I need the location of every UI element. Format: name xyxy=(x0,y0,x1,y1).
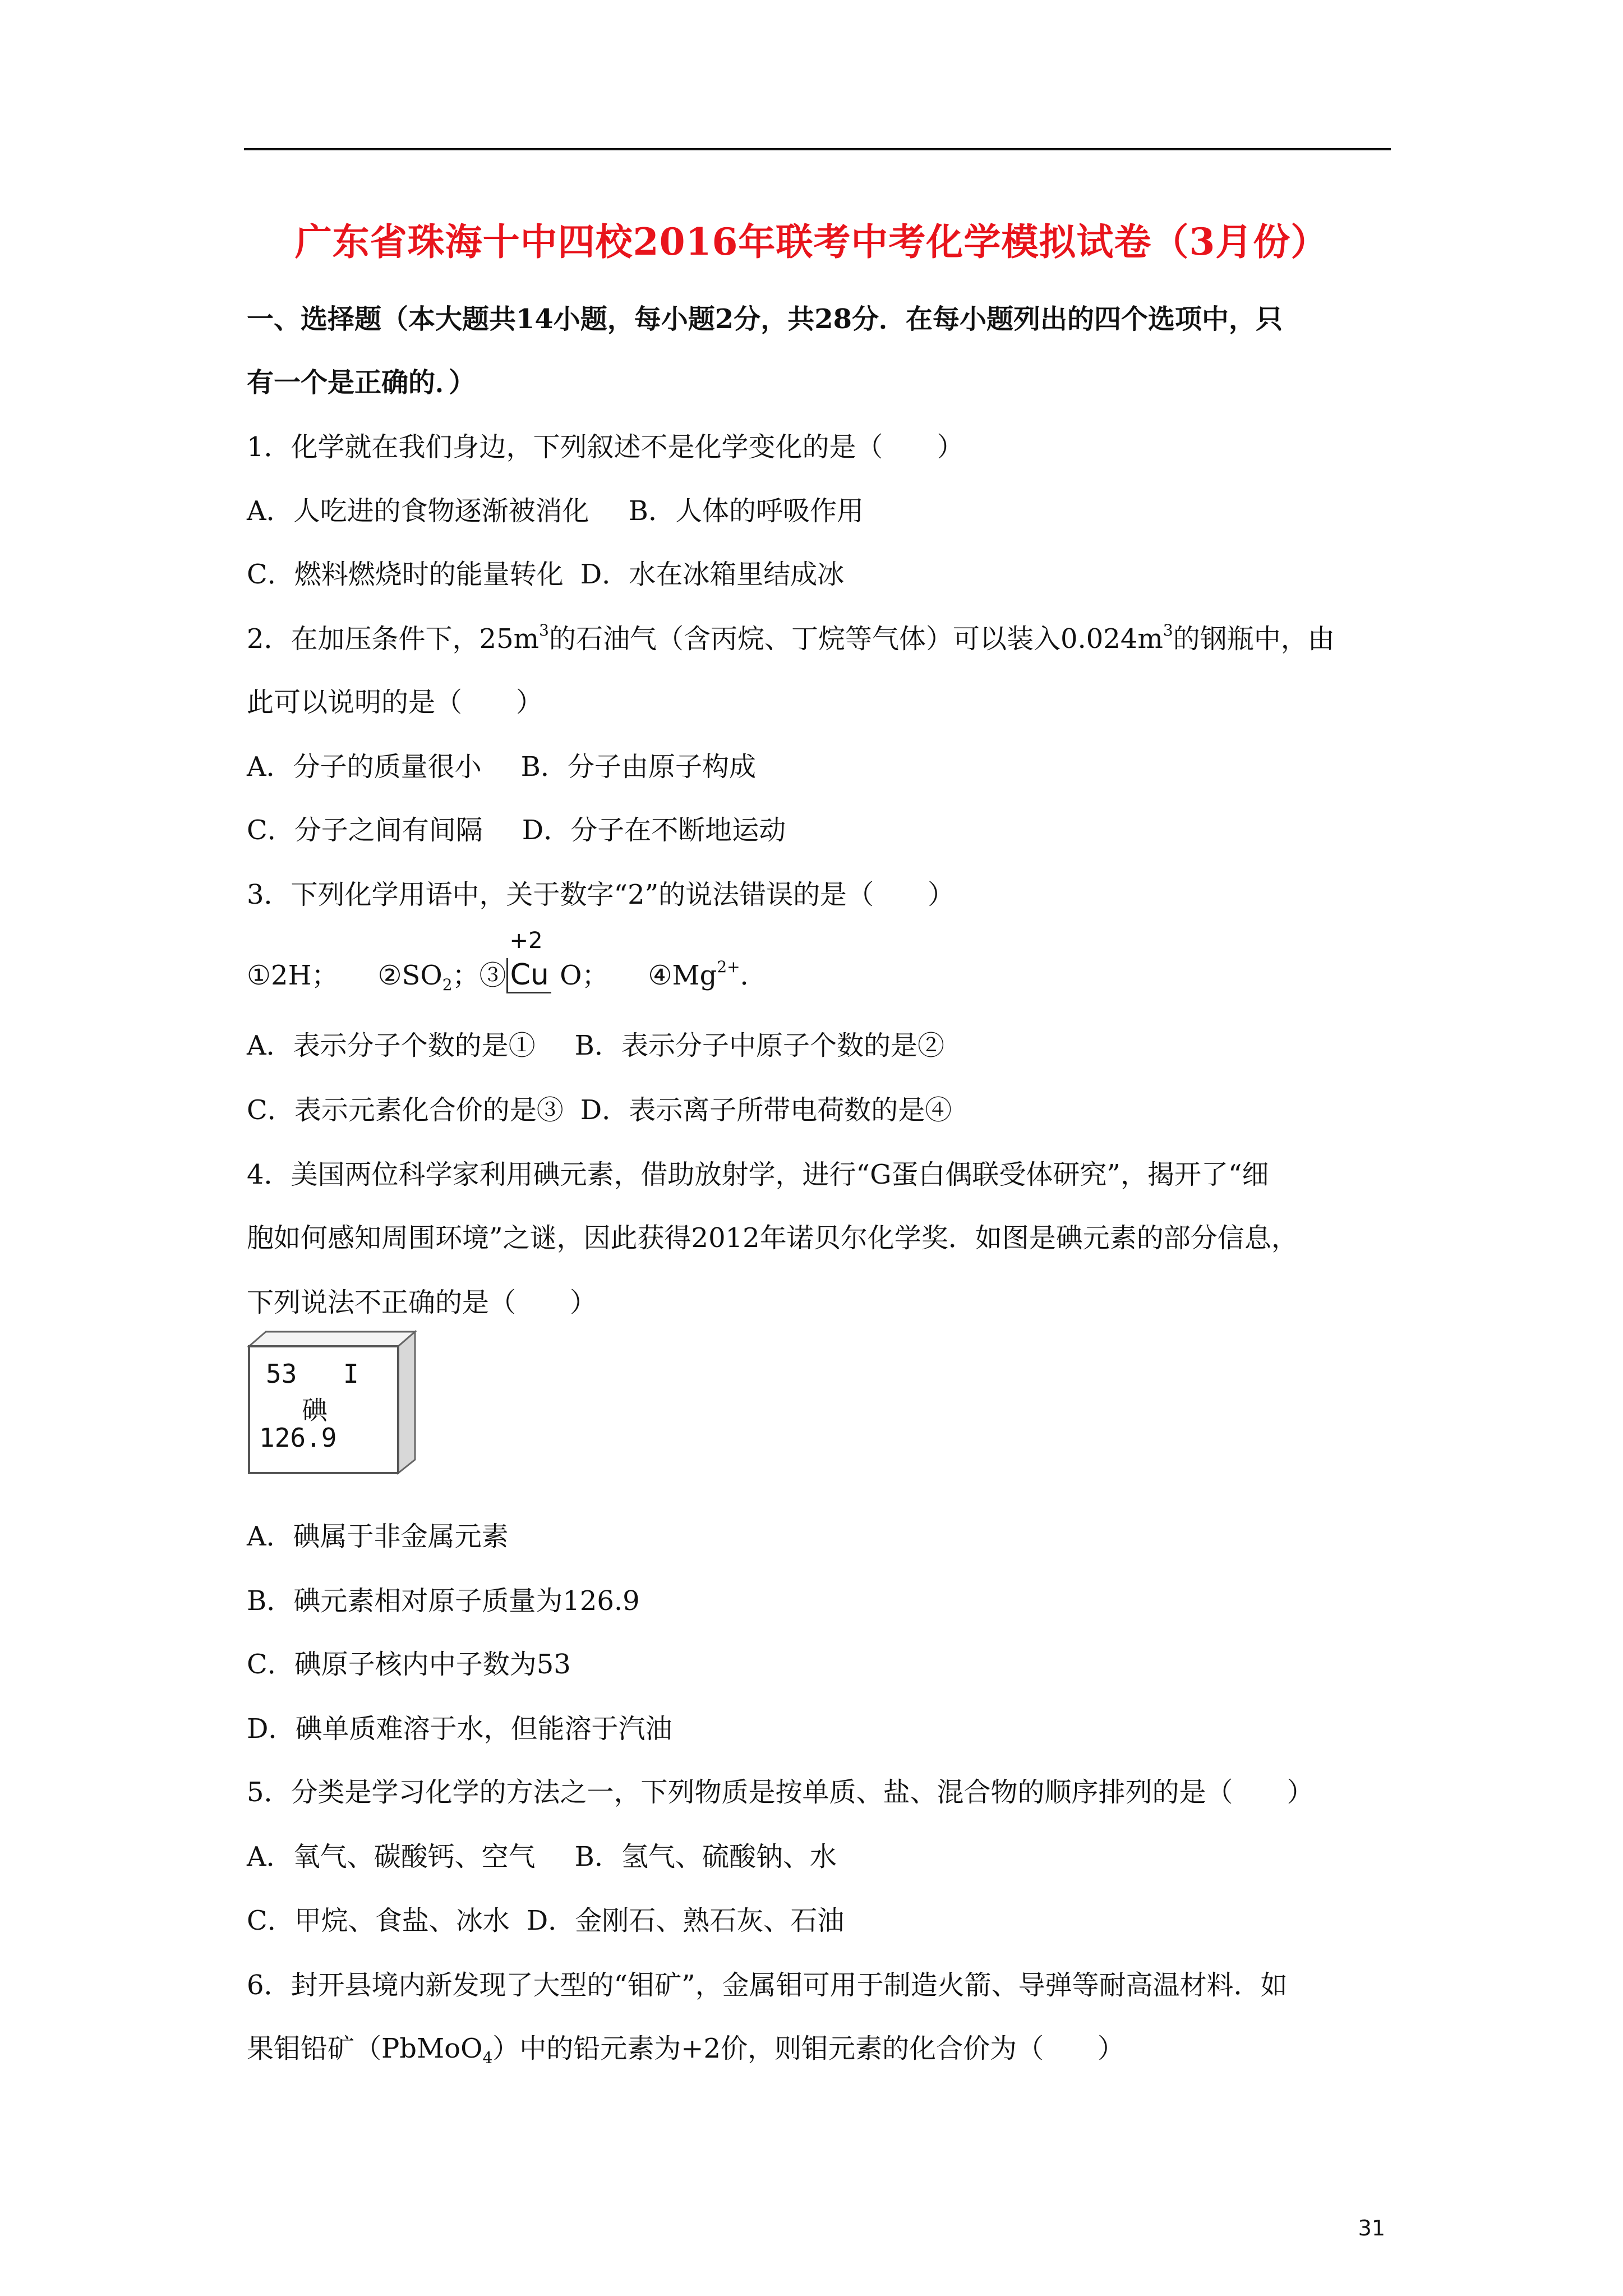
page-title: 广东省珠海十中四校2016年联考中考化学模拟试卷（3月份） xyxy=(294,220,1329,264)
q4-stem-line-2: 胞如何感知周围环境”之谜，因此获得2012年诺贝尔化学奖．如图是碘元素的部分信息， xyxy=(247,1222,1298,1254)
page-number: 31 xyxy=(1358,2216,1385,2240)
q2-stem-part-1: 2．在加压条件下，25m xyxy=(247,623,540,655)
element-atomic-number: 53 xyxy=(266,1359,297,1389)
q3-option-a: A．表示分子个数的是① xyxy=(247,1030,536,1061)
q1-option-b: B．人体的呼吸作用 xyxy=(628,495,864,527)
q5-option-c: C．甲烷、食盐、冰水 xyxy=(247,1905,510,1936)
q2-option-a: A．分子的质量很小 xyxy=(247,751,482,783)
q3-formula-4: ④Mg xyxy=(648,960,717,991)
q3-formula-1: ①2H； xyxy=(247,960,339,991)
q2-options-cd xyxy=(247,808,786,847)
q3-stem: 3．下列化学用语中，关于数字“2”的说法错误的是（ ） xyxy=(247,879,955,910)
q3-valence-label: +2 xyxy=(509,928,543,954)
q2-stem-part-2: 的石油气（含丙烷、丁烷等气体）可以装入0.024m xyxy=(548,623,1163,655)
q2-stem-part-3: 的钢瓶中，由 xyxy=(1173,623,1335,655)
q1-options-cd xyxy=(247,553,844,591)
q1-options-ab xyxy=(247,489,864,528)
q5-option-b: B．氢气、硫酸钠、水 xyxy=(574,1841,837,1872)
q4-stem-line-3: 下列说法不正确的是（ ） xyxy=(247,1287,597,1318)
q3-copper-symbol: Cu xyxy=(506,958,551,993)
q2-stem-line-2: 此可以说明的是（ ） xyxy=(247,687,543,718)
q1-option-c: C．燃料燃烧时的能量转化 xyxy=(247,559,564,590)
q2-superscript: 3 xyxy=(1163,621,1173,639)
q3-option-d: D．表示离子所带电荷数的是④ xyxy=(580,1094,952,1126)
section-heading-line-1: 一、选择题（本大题共14小题，每小题2分，共28分．在每小题列出的四个选项中，只 xyxy=(247,303,1283,335)
q3-formula-2-subscript: 2 xyxy=(442,976,453,994)
q4-option-a: A．碘属于非金属元素 xyxy=(247,1521,509,1552)
q3-copper-valence xyxy=(506,928,551,992)
q6-stem-line-1: 6．封开县境内新发现了大型的“钼矿”，金属钼可用于制造火箭、导弹等耐高温材料．如 xyxy=(247,1970,1288,2001)
q1-stem: 1．化学就在我们身边，下列叙述不是化学变化的是（ ） xyxy=(247,431,964,463)
q3-formulas xyxy=(247,928,767,994)
q2-options-ab xyxy=(247,745,756,784)
q6-stem-part-1: 果钼铅矿（PbMoO xyxy=(247,2033,483,2064)
q5-stem: 5．分类是学习化学的方法之一，下列物质是按单质、盐、混合物的顺序排列的是（ ） xyxy=(247,1777,1314,1808)
q3-options-cd xyxy=(247,1088,952,1127)
q4-option-c: C．碘原子核内中子数为53 xyxy=(247,1649,571,1680)
q3-formula-3-end: O； xyxy=(551,960,609,991)
q3-option-c: C．表示元素化合价的是③ xyxy=(247,1094,564,1126)
q3-formula-2-end: ；③ xyxy=(452,960,506,991)
q3-formula-2: ②SO xyxy=(377,960,442,991)
q2-stem-line-1 xyxy=(247,617,1335,656)
q5-option-d: D．金刚石、熟石灰、石油 xyxy=(526,1905,845,1936)
section-heading-line-2: 有一个是正确的．） xyxy=(247,367,476,398)
header-rule xyxy=(244,148,1391,150)
q1-option-a: A．人吃进的食物逐渐被消化 xyxy=(247,495,589,527)
element-symbol: I xyxy=(343,1359,359,1389)
q4-option-b: B．碘元素相对原子质量为126.9 xyxy=(247,1585,640,1617)
q4-option-d: D．碘单质难溶于水，但能溶于汽油 xyxy=(247,1713,672,1745)
iodine-element-card xyxy=(247,1329,418,1475)
element-cube-outline xyxy=(247,1329,418,1475)
q5-options-cd xyxy=(247,1899,844,1938)
q3-formula-4-end: ． xyxy=(740,960,767,991)
q1-option-d: D．水在冰箱里结成冰 xyxy=(580,559,845,590)
q6-stem-line-2 xyxy=(247,2027,1124,2067)
element-atomic-mass: 126.9 xyxy=(259,1423,337,1453)
q2-option-c: C．分子之间有间隔 xyxy=(247,815,483,846)
q3-options-ab xyxy=(247,1024,944,1062)
q5-option-a: A．氧气、碳酸钙、空气 xyxy=(247,1841,536,1872)
q2-superscript: 3 xyxy=(539,621,549,639)
q6-stem-part-2: ）中的铅元素为+2价，则钼元素的化合价为（ ） xyxy=(492,2033,1125,2064)
q3-option-b: B．表示分子中原子个数的是② xyxy=(574,1030,944,1061)
q3-formula-4-superscript: 2+ xyxy=(717,958,740,976)
q4-stem-line-1: 4．美国两位科学家利用碘元素，借助放射学，进行“G蛋白偶联受体研究”，揭开了“细 xyxy=(247,1159,1269,1190)
q2-option-b: B．分子由原子构成 xyxy=(520,751,756,783)
element-name: 碘 xyxy=(302,1395,328,1425)
q6-subscript: 4 xyxy=(482,2049,493,2067)
q2-option-d: D．分子在不断地运动 xyxy=(522,815,786,846)
q5-options-ab xyxy=(247,1835,837,1874)
